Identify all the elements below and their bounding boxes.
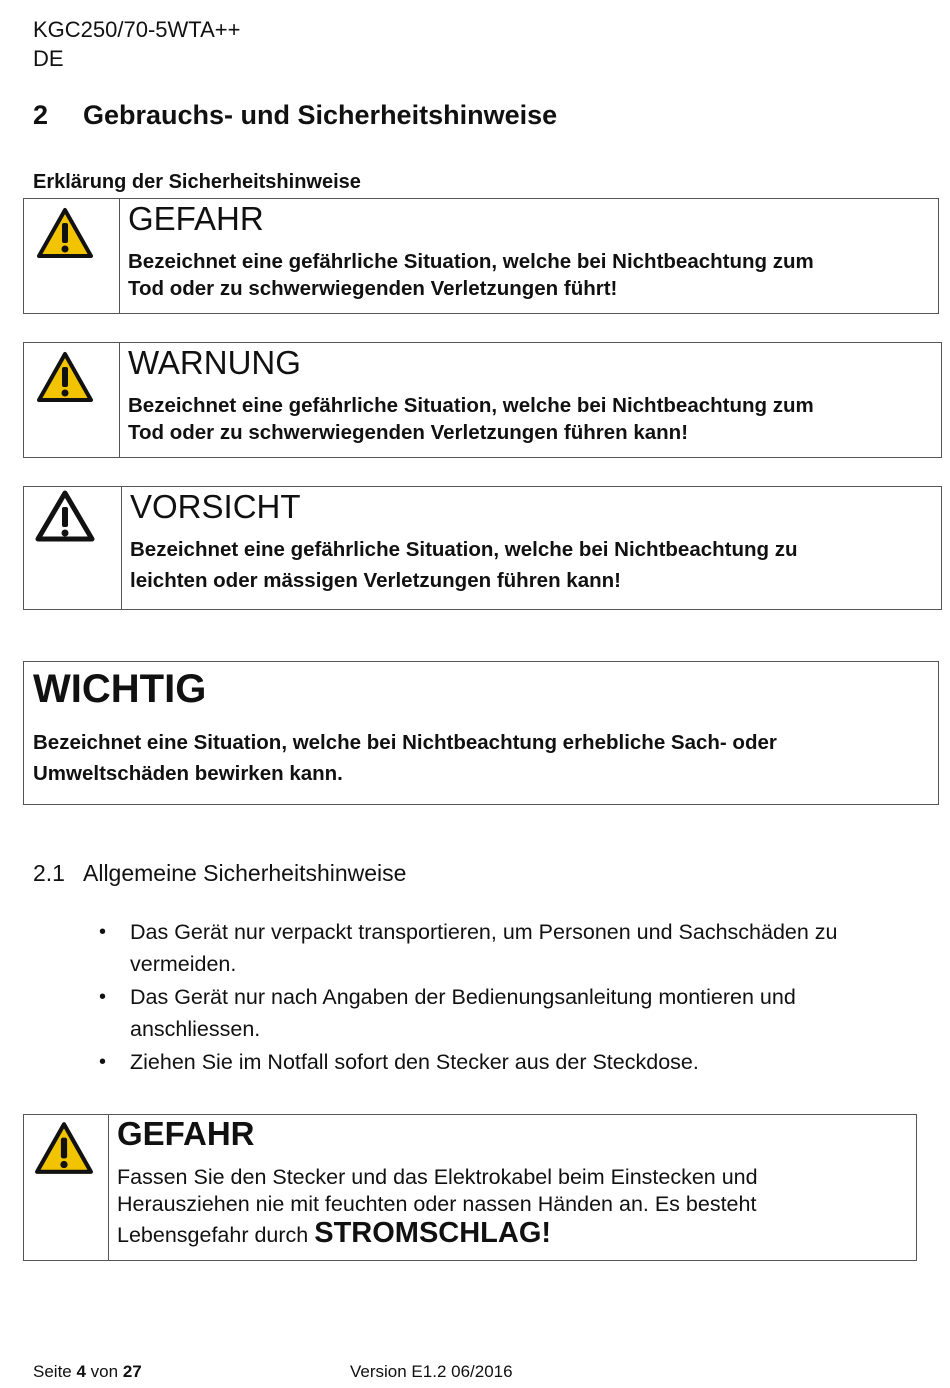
list-item: • Das Gerät nur nach Angaben der Bedienungsanleitung montieren und anschliessen.: [96, 981, 896, 1045]
vorsicht-line-1: Bezeichnet eine gefährliche Situation, welche bei Nichtbeachtung zu: [130, 538, 798, 561]
danger-line-3: [117, 1216, 551, 1252]
subsection-heading: [33, 860, 406, 887]
wichtig-title: WICHTIG: [33, 667, 207, 711]
warnung-box: [23, 342, 942, 458]
vorsicht-title: VORSICHT: [130, 488, 301, 525]
warning-triangle-icon: [36, 207, 94, 259]
page-mid: von: [85, 1362, 123, 1381]
warnung-line-1: Bezeichnet eine gefährliche Situation, welche bei Nichtbeachtung zum: [128, 394, 814, 417]
warnung-icon-cell: [24, 343, 120, 457]
page-total: 27: [122, 1362, 142, 1381]
safety-bullet-list: [96, 916, 896, 1079]
list-item: • Das Gerät nur verpackt transportieren, um Personen und Sachschäden zu vermeiden.: [96, 916, 896, 980]
danger-line-1: Fassen Sie den Stecker und das Elektrokabel beim Einstecken und: [117, 1165, 758, 1189]
danger-box: [23, 1114, 917, 1261]
page-prefix: Seite: [33, 1362, 77, 1381]
danger-emphasis: STROMSCHLAG!: [314, 1217, 552, 1249]
explanation-heading: Erklärung der Sicherheitshinweise: [33, 171, 361, 193]
version-label: Version E1.2 06/2016: [350, 1362, 513, 1381]
wichtig-box: [23, 661, 939, 805]
gefahr-line-2: Tod oder zu schwerwiegenden Verletzungen führt!: [128, 277, 618, 300]
section-title: Gebrauchs- und Sicherheitshinweise: [83, 100, 558, 130]
section-heading: [33, 100, 557, 131]
wichtig-line-2: Umweltschäden bewirken kann.: [33, 762, 343, 785]
gefahr-line-1: Bezeichnet eine gefährliche Situation, welche bei Nichtbeachtung zum: [128, 250, 814, 273]
subsection-number: 2.1: [33, 860, 65, 886]
page-number: [33, 1362, 142, 1382]
warning-triangle-icon: [36, 351, 94, 403]
section-number: 2: [33, 100, 49, 130]
document-language: DE: [33, 46, 64, 71]
danger-line-2: Herausziehen nie mit feuchten oder nassen Händen an. Es besteht: [117, 1192, 757, 1216]
page-current: 4: [76, 1362, 86, 1381]
wichtig-line-1: Bezeichnet eine Situation, welche bei Nichtbeachtung erhebliche Sach- oder: [33, 731, 777, 754]
list-item: • Ziehen Sie im Notfall sofort den Stecker aus der Steckdose.: [96, 1046, 896, 1078]
gefahr-box: [23, 198, 939, 314]
warning-triangle-icon: [34, 1121, 94, 1175]
danger-icon-cell: [24, 1115, 109, 1260]
warnung-line-2: Tod oder zu schwerwiegenden Verletzungen führen kann!: [128, 421, 689, 444]
subsection-title: Allgemeine Sicherheitshinweise: [83, 860, 407, 886]
gefahr-icon-cell: [24, 199, 120, 313]
caution-triangle-icon: [34, 489, 96, 543]
warnung-title: WARNUNG: [128, 344, 301, 381]
document-model: KGC250/70-5WTA++: [33, 17, 241, 42]
danger-title: GEFAHR: [117, 1115, 255, 1152]
vorsicht-icon-cell: [24, 487, 122, 609]
gefahr-title: GEFAHR: [128, 200, 264, 237]
vorsicht-box: [23, 486, 942, 610]
vorsicht-line-2: leichten oder mässigen Verletzungen führen kann!: [130, 569, 621, 592]
danger-line-3-prefix: Lebensgefahr durch: [117, 1223, 315, 1247]
